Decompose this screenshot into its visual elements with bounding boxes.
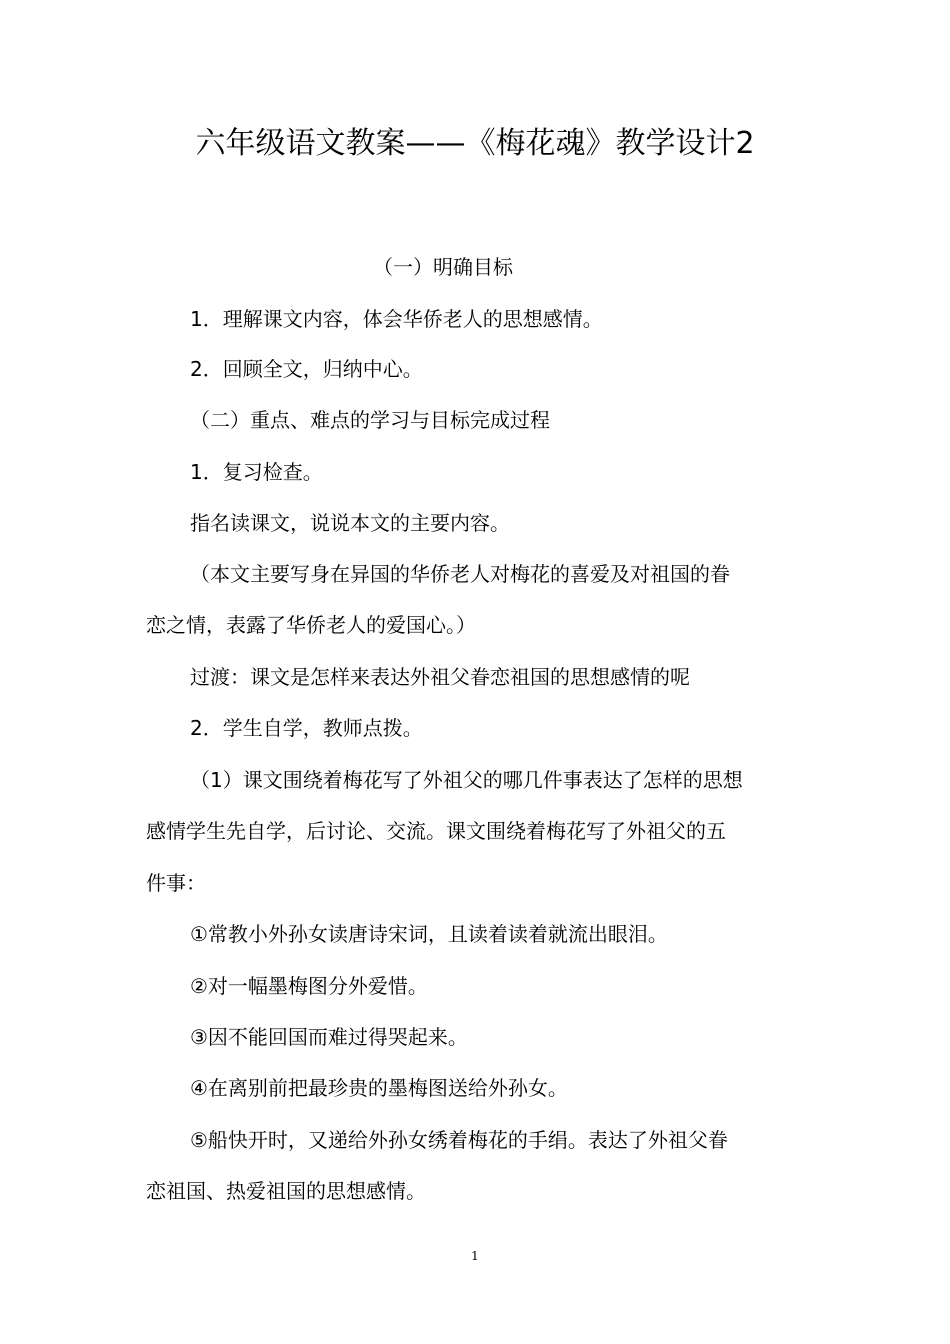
- event-item-3: ③因不能回国而难过得哭起来。: [190, 1025, 468, 1049]
- event-item-2: ②对一幅墨梅图分外爱惜。: [190, 974, 428, 998]
- question-line-2: 感情学生先自学，后讨论、交流。课文围绕着梅花写了外祖父的五: [146, 819, 726, 843]
- step-review-heading: 1．复习检查。: [190, 460, 323, 484]
- objective-item-1: 1．理解课文内容，体会华侨老人的思想感情。: [190, 307, 603, 331]
- summary-line-2: 恋之情，表露了华侨老人的爱国心。）: [146, 613, 476, 637]
- objective-item-2: 2．回顾全文，归纳中心。: [190, 357, 423, 381]
- transition-text: 过渡：课文是怎样来表达外祖父眷恋祖国的思想感情的呢: [190, 665, 690, 689]
- section-heading-process: （二）重点、难点的学习与目标完成过程: [190, 408, 550, 432]
- summary-line-1: （本文主要写身在异国的华侨老人对梅花的喜爱及对祖国的眷: [190, 562, 730, 586]
- question-line-3: 件事：: [146, 871, 206, 895]
- event-item-5-line-2: 恋祖国、热爱祖国的思想感情。: [146, 1179, 426, 1203]
- document-title: 六年级语文教案——《梅花魂》教学设计2: [195, 126, 755, 161]
- step-self-study-heading: 2．学生自学，教师点拨。: [190, 716, 423, 740]
- question-line-1: （1）课文围绕着梅花写了外祖父的哪几件事表达了怎样的思想: [190, 768, 743, 792]
- section-heading-objectives: （一）明确目标: [373, 255, 513, 279]
- page-number: 1: [471, 1249, 479, 1263]
- step-review-instruction: 指名读课文，说说本文的主要内容。: [190, 511, 510, 535]
- event-item-5-line-1: ⑤船快开时，又递给外孙女绣着梅花的手绢。表达了外祖父眷: [190, 1128, 728, 1152]
- event-item-4: ④在离别前把最珍贵的墨梅图送给外孙女。: [190, 1076, 568, 1100]
- event-item-1: ①常教小外孙女读唐诗宋词，且读着读着就流出眼泪。: [190, 922, 668, 946]
